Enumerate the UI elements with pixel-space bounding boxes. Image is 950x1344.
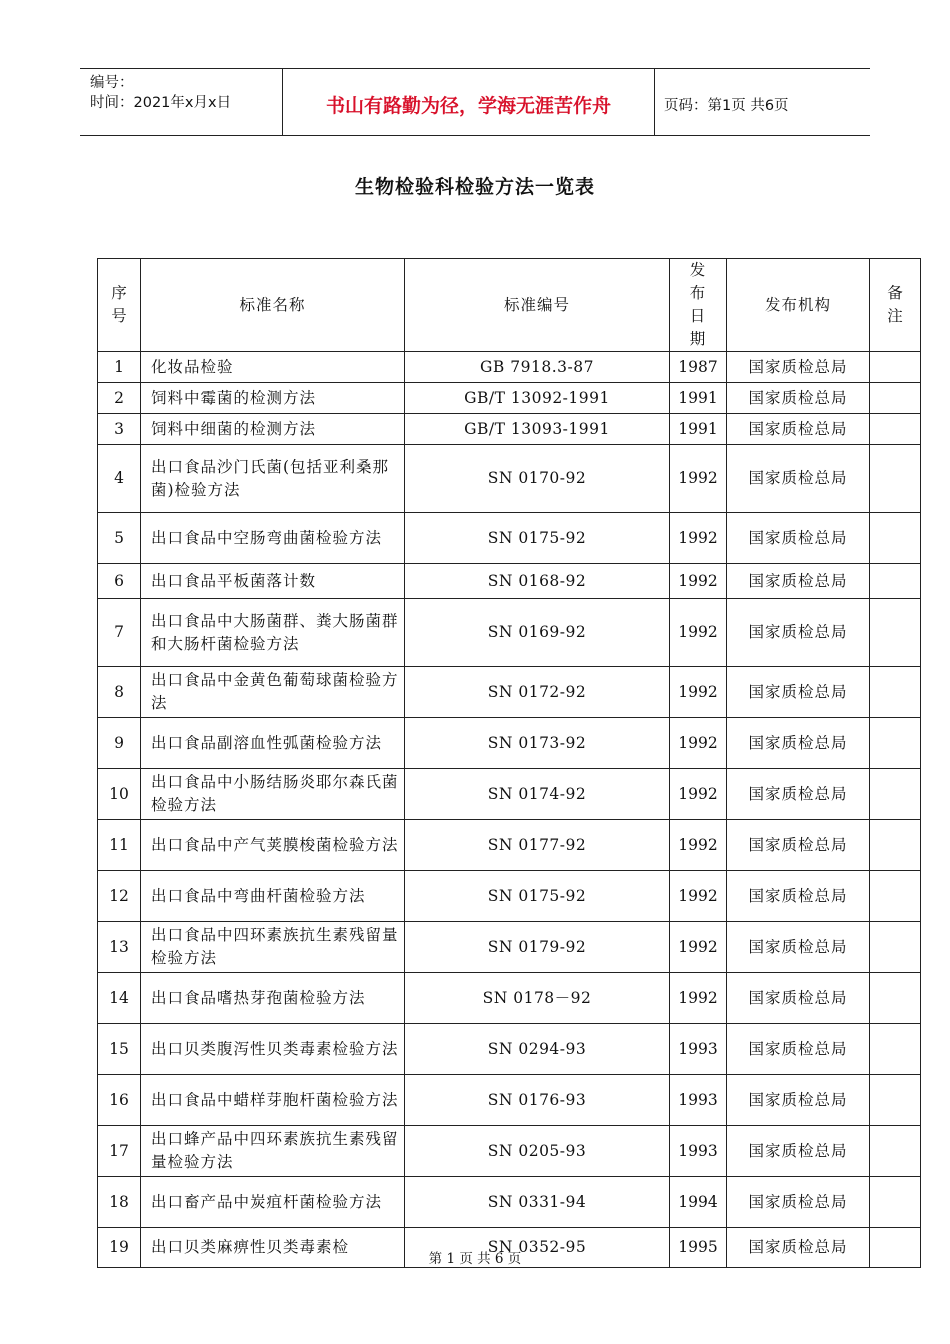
table-row xyxy=(98,871,921,922)
row-no: 15 xyxy=(98,1024,141,1075)
row-release-year: 1993 xyxy=(670,1126,727,1177)
row-release-year: 1995 xyxy=(670,1228,727,1268)
row-no: 19 xyxy=(98,1228,141,1268)
row-standard-name: 出口食品中蜡样芽胞杆菌检验方法 xyxy=(141,1075,405,1126)
row-no: 11 xyxy=(98,820,141,871)
row-note xyxy=(870,922,921,973)
header-note-text: 备注 xyxy=(887,284,904,325)
table-row xyxy=(98,820,921,871)
row-no: 2 xyxy=(98,383,141,414)
row-no: 8 xyxy=(98,667,141,718)
row-note xyxy=(870,1024,921,1075)
row-release-year: 1992 xyxy=(670,564,727,599)
row-publisher: 国家质检总局 xyxy=(727,667,870,718)
row-release-year: 1987 xyxy=(670,352,727,383)
table-row xyxy=(98,445,921,513)
header-page-label: 页码：第1页 共6页 xyxy=(664,97,789,114)
row-standard-name: 出口蜂产品中四环素族抗生素残留量检验方法 xyxy=(141,1126,405,1177)
row-release-year: 1991 xyxy=(670,414,727,445)
row-release-year: 1993 xyxy=(670,1075,727,1126)
row-standard-name: 出口畜产品中炭疽杆菌检验方法 xyxy=(141,1177,405,1228)
row-publisher: 国家质检总局 xyxy=(727,414,870,445)
row-note xyxy=(870,414,921,445)
header-date xyxy=(670,259,727,352)
row-publisher: 国家质检总局 xyxy=(727,383,870,414)
row-release-year: 1992 xyxy=(670,445,727,513)
row-standard-name: 出口贝类腹泻性贝类毒素检验方法 xyxy=(141,1024,405,1075)
row-standard-code: SN 0172-92 xyxy=(405,667,670,718)
table-row xyxy=(98,414,921,445)
header-code: 标准编号 xyxy=(405,259,670,352)
row-standard-code: SN 0177-92 xyxy=(405,820,670,871)
row-release-year: 1991 xyxy=(670,383,727,414)
row-standard-code: SN 0168-92 xyxy=(405,564,670,599)
table-row xyxy=(98,1177,921,1228)
row-standard-name: 出口食品平板菌落计数 xyxy=(141,564,405,599)
row-note xyxy=(870,445,921,513)
row-note xyxy=(870,513,921,564)
row-standard-name: 出口食品中弯曲杆菌检验方法 xyxy=(141,871,405,922)
row-note xyxy=(870,973,921,1024)
row-standard-name: 化妆品检验 xyxy=(141,352,405,383)
row-standard-name: 饲料中霉菌的检测方法 xyxy=(141,383,405,414)
row-publisher: 国家质检总局 xyxy=(727,445,870,513)
row-release-year: 1992 xyxy=(670,718,727,769)
row-standard-code: GB 7918.3-87 xyxy=(405,352,670,383)
row-release-year: 1993 xyxy=(670,1024,727,1075)
row-standard-code: SN 0175-92 xyxy=(405,513,670,564)
row-note xyxy=(870,667,921,718)
table-row xyxy=(98,1024,921,1075)
document-title: 生物检验科检验方法一览表 xyxy=(354,176,595,198)
row-no: 9 xyxy=(98,718,141,769)
row-release-year: 1992 xyxy=(670,871,727,922)
row-publisher: 国家质检总局 xyxy=(727,599,870,667)
header-org: 发布机构 xyxy=(727,259,870,352)
row-publisher: 国家质检总局 xyxy=(727,1075,870,1126)
table-row xyxy=(98,973,921,1024)
time-label: 时间：2021年x月x日 xyxy=(90,95,232,111)
row-no: 3 xyxy=(98,414,141,445)
row-standard-name: 出口食品中大肠菌群、粪大肠菌群和大肠杆菌检验方法 xyxy=(141,599,405,667)
row-no: 12 xyxy=(98,871,141,922)
row-no: 4 xyxy=(98,445,141,513)
row-standard-code: SN 0174-92 xyxy=(405,769,670,820)
row-publisher: 国家质检总局 xyxy=(727,973,870,1024)
standards-table xyxy=(97,258,921,1268)
table-row xyxy=(98,599,921,667)
header-no xyxy=(98,259,141,352)
table-row xyxy=(98,718,921,769)
row-note xyxy=(870,1075,921,1126)
row-standard-name: 出口食品沙门氏菌(包括亚利桑那菌)检验方法 xyxy=(141,445,405,513)
row-no: 5 xyxy=(98,513,141,564)
row-standard-code: SN 0169-92 xyxy=(405,599,670,667)
row-release-year: 1994 xyxy=(670,1177,727,1228)
row-publisher: 国家质检总局 xyxy=(727,1126,870,1177)
row-standard-name: 出口食品嗜热芽孢菌检验方法 xyxy=(141,973,405,1024)
row-standard-name: 出口食品中产气荚膜梭菌检验方法 xyxy=(141,820,405,871)
row-standard-code: SN 0352-95 xyxy=(405,1228,670,1268)
row-note xyxy=(870,1177,921,1228)
table-row xyxy=(98,513,921,564)
row-no: 17 xyxy=(98,1126,141,1177)
row-standard-name: 出口食品副溶血性弧菌检验方法 xyxy=(141,718,405,769)
row-no: 6 xyxy=(98,564,141,599)
row-standard-code: SN 0331-94 xyxy=(405,1177,670,1228)
page-header xyxy=(80,68,870,136)
row-note xyxy=(870,769,921,820)
row-note xyxy=(870,820,921,871)
row-no: 1 xyxy=(98,352,141,383)
row-standard-code: SN 0178－92 xyxy=(405,973,670,1024)
row-standard-name: 出口食品中金黄色葡萄球菌检验方法 xyxy=(141,667,405,718)
row-publisher: 国家质检总局 xyxy=(727,564,870,599)
header-meta xyxy=(80,69,283,135)
header-date-text: 发布日期 xyxy=(689,261,707,348)
row-publisher: 国家质检总局 xyxy=(727,513,870,564)
row-note xyxy=(870,1126,921,1177)
table-row xyxy=(98,383,921,414)
row-publisher: 国家质检总局 xyxy=(727,922,870,973)
code-label: 编号： xyxy=(90,75,134,91)
row-no: 14 xyxy=(98,973,141,1024)
row-no: 16 xyxy=(98,1075,141,1126)
row-standard-code: SN 0205-93 xyxy=(405,1126,670,1177)
row-standard-code: SN 0294-93 xyxy=(405,1024,670,1075)
row-standard-code: SN 0176-93 xyxy=(405,1075,670,1126)
row-standard-code: SN 0170-92 xyxy=(405,445,670,513)
row-publisher: 国家质检总局 xyxy=(727,871,870,922)
row-release-year: 1992 xyxy=(670,513,727,564)
row-publisher: 国家质检总局 xyxy=(727,718,870,769)
header-slogan: 书山有路勤为径，学海无涯苦作舟 xyxy=(283,69,655,135)
row-no: 13 xyxy=(98,922,141,973)
row-no: 18 xyxy=(98,1177,141,1228)
row-publisher: 国家质检总局 xyxy=(727,352,870,383)
row-release-year: 1992 xyxy=(670,820,727,871)
header-note xyxy=(870,259,921,352)
row-publisher: 国家质检总局 xyxy=(727,769,870,820)
row-standard-code: GB/T 13093-1991 xyxy=(405,414,670,445)
row-note xyxy=(870,718,921,769)
table-row xyxy=(98,922,921,973)
page-footer: 第 1 页 共 6 页 xyxy=(428,1251,522,1267)
row-publisher: 国家质检总局 xyxy=(727,1024,870,1075)
table-header-row xyxy=(98,259,921,352)
row-release-year: 1992 xyxy=(670,667,727,718)
row-note xyxy=(870,383,921,414)
table-row xyxy=(98,564,921,599)
row-publisher: 国家质检总局 xyxy=(727,1228,870,1268)
table-row xyxy=(98,352,921,383)
header-name: 标准名称 xyxy=(141,259,405,352)
header-no-text: 序号 xyxy=(111,284,128,325)
row-standard-name: 出口贝类麻痹性贝类毒素检 xyxy=(141,1228,405,1268)
row-standard-name: 饲料中细菌的检测方法 xyxy=(141,414,405,445)
row-standard-name: 出口食品中四环素族抗生素残留量检验方法 xyxy=(141,922,405,973)
row-standard-code: GB/T 13092-1991 xyxy=(405,383,670,414)
row-note xyxy=(870,871,921,922)
table-body xyxy=(98,352,921,1268)
table-row xyxy=(98,769,921,820)
row-standard-code: SN 0173-92 xyxy=(405,718,670,769)
row-standard-code: SN 0179-92 xyxy=(405,922,670,973)
row-no: 10 xyxy=(98,769,141,820)
row-standard-code: SN 0175-92 xyxy=(405,871,670,922)
row-publisher: 国家质检总局 xyxy=(727,820,870,871)
row-no: 7 xyxy=(98,599,141,667)
row-note xyxy=(870,352,921,383)
row-standard-name: 出口食品中小肠结肠炎耶尔森氏菌检验方法 xyxy=(141,769,405,820)
row-note xyxy=(870,599,921,667)
table-row xyxy=(98,1075,921,1126)
row-note xyxy=(870,564,921,599)
row-standard-name: 出口食品中空肠弯曲菌检验方法 xyxy=(141,513,405,564)
row-release-year: 1992 xyxy=(670,973,727,1024)
table-row xyxy=(98,1126,921,1177)
row-release-year: 1992 xyxy=(670,769,727,820)
row-release-year: 1992 xyxy=(670,922,727,973)
row-publisher: 国家质检总局 xyxy=(727,1177,870,1228)
table-row xyxy=(98,667,921,718)
row-release-year: 1992 xyxy=(670,599,727,667)
